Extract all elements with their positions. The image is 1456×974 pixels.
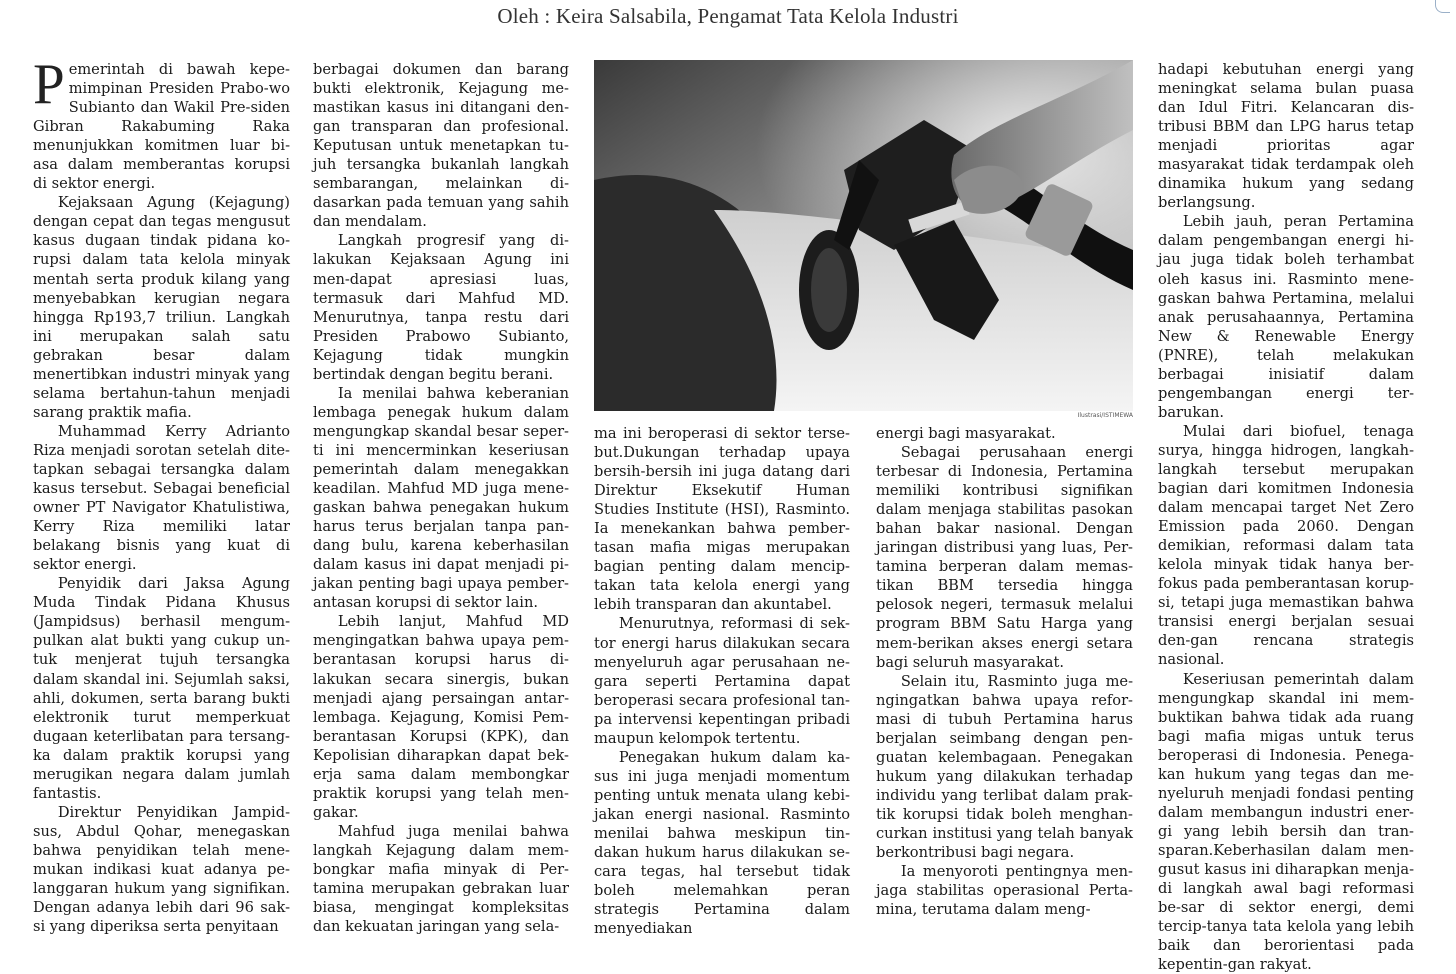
paragraph-text: Lebih jauh, peran Pertamina dalam pengembangan energi hi-jau juga tidak boleh terhambat oleh kasus ini. Rasminto mene-gaskan bahwa Pertamina, melalui anak perusahaannya, Pertamina New & Renewable Energy (PNRE), telah melakukan berbagai inisiatif dalam pengembangan energi ter-barukan. bbox=[1158, 213, 1414, 420]
article-paragraph bbox=[313, 231, 569, 383]
article-paragraph bbox=[876, 672, 1133, 862]
article-paragraph bbox=[313, 60, 569, 231]
paragraph-text: Kejaksaan Agung (Kejagung) dengan cepat dan tegas mengusut kasus dugaan tindak pidana ko-rupsi dalam tata kelola minyak mentah serta produk kilang yang menyebabkan kerugian negara hingga Rp193,7 triliun. Langkah ini merupakan salah satu gebrakan besar dalam menertibkan industri minyak yang selama bertahun-tahun menjadi sarang praktik mafia. bbox=[33, 194, 290, 421]
paragraph-text: berbagai dokumen dan barang bukti elektronik, Kejagung me-mastikan kasus ini ditangani den-gan transparan dan profesional. Keputusan untuk menetapkan tu-juh tersangka bukanlah langkah sembarangan, melainkan di-dasarkan pada temuan yang sahih dan mendalam. bbox=[313, 61, 569, 230]
paragraph-text: Menurutnya, reformasi di sek-tor energi harus dilakukan secara menyeluruh agar perusahaan ne-gara seperti Pertamina dapat beroperasi secara profesional tan-pa intervensi kepentingan pribadi maupun kelompok tertentu. bbox=[594, 615, 850, 746]
article-paragraph bbox=[313, 822, 569, 936]
paragraph-text: Ia menilai bahwa keberanian lembaga penegak hukum dalam mengungkap skandal besar seper-ti ini mencerminkan keseriusan pemerintah dalam menegakkan keadilan. Mahfud MD juga mene-gaskan bahwa penegakan hukum harus terus berjalan tanpa pan-dang bulu, karena keberhasilan dalam kasus ini dapat menjadi pi-jakan penting bagi upaya pember-antasan korupsi di sektor lain. bbox=[313, 385, 569, 612]
article-byline: Oleh : Keira Salsabila, Pengamat Tata Kelola Industri bbox=[0, 4, 1456, 29]
article-paragraph bbox=[876, 424, 1133, 443]
paragraph-text: Langkah progresif yang di-lakukan Kejaksaan Agung ini men-dapat apresiasi luas, termasuk dari Mahfud MD. Menurutnya, tanpa restu dari Presiden Prabowo Subianto, Kejagung tidak mungkin bertindak dengan begitu berani. bbox=[313, 232, 569, 382]
article-column-4 bbox=[876, 424, 1133, 926]
article-paragraph bbox=[1158, 422, 1414, 670]
article-paragraph bbox=[313, 612, 569, 822]
article-paragraph bbox=[876, 443, 1133, 672]
paragraph-text: Penegakan hukum dalam ka-sus ini juga menjadi momentum penting untuk menata ulang kebi-jakan energi nasional. Rasminto menilai bahwa meskipun tin-dakan hukum harus dilakukan se-cara tegas, hal tersebut tidak boleh melemahkan peran strategis Pertamina dalam menyediakan bbox=[594, 749, 850, 937]
article-column-3 bbox=[594, 424, 850, 926]
paragraph-text: Penyidik dari Jaksa Agung Muda Tindak Pidana Khusus (Jampidsus) berhasil mengum-pulkan alat bukti yang cukup un-tuk menjerat tujuh tersangka dalam skandal ini. Sejumlah saksi, ahli, dokumen, serta barang bukti elektronik turut memperkuat dugaan keterlibatan para tersang-ka dalam praktik korupsi yang merugikan negara dalam jumlah fantastis. bbox=[33, 575, 290, 802]
paragraph-text: Muhammad Kerry Adrianto Riza menjadi sorotan setelah dite-tapkan sebagai tersangka dalam kasus tersebut. Sebagai beneficial owner PT Navigator Khatulistiwa, Kerry Riza memiliki latar belakang bisnis yang kuat di sektor energi. bbox=[33, 423, 290, 573]
article-paragraph bbox=[33, 60, 290, 193]
article-paragraph bbox=[1158, 212, 1414, 422]
article-paragraph bbox=[33, 574, 290, 803]
paragraph-text: Direktur Penyidikan Jampid-sus, Abdul Qohar, menegaskan bahwa penyidikan telah mene-mukan indikasi kuat adanya pe-langgaran hukum yang signifikan. Dengan adanya lebih dari 96 sak-si yang diperiksa serta penyitaan bbox=[33, 804, 290, 935]
article-paragraph bbox=[876, 862, 1133, 919]
paragraph-text: Mahfud juga menilai bahwa langkah Kejagung dalam mem-bongkar mafia minyak di Per-tamina merupakan gebrakan luar biasa, mengingat kompleksitas dan kekuatan jaringan yang sela- bbox=[313, 823, 569, 935]
article-paragraph bbox=[33, 422, 290, 574]
article-paragraph bbox=[1158, 670, 1414, 974]
paragraph-text: Selain itu, Rasminto juga me-ngingatkan bahwa upaya refor-masi di tubuh Pertamina harus berjalan seimbang dengan pen-guatan kelembagaan. Penegakan hukum yang dilakukan terhadap individu yang terlibat dalam prak-tik korupsi tidak boleh menghan-curkan institusi yang telah banyak berkontribusi bagi negara. bbox=[876, 673, 1133, 861]
article-paragraph bbox=[594, 748, 850, 938]
article-paragraph bbox=[33, 803, 290, 936]
paragraph-text: Mulai dari biofuel, tenaga surya, hingga hidrogen, langkah-langkah tersebut merupakan bagian dari komitmen Indonesia dalam mencapai target Net Zero Emission pada 2060. Dengan demikian, reformasi dalam tata kelola minyak tidak hanya ber-fokus pada pemberantasan korup-si, tetapi juga memastikan bahwa transisi energi berjalan sesuai den-gan rencana strategis nasional. bbox=[1158, 423, 1414, 669]
corner-mark bbox=[1435, 0, 1450, 13]
article-paragraph bbox=[594, 424, 850, 614]
paragraph-text: hadapi kebutuhan energi yang meningkat selama bulan puasa dan Idul Fitri. Kelancaran dis-tribusi BBM dan LPG harus tetap menjadi prioritas agar masyarakat tidak terdampak oleh dinamika hukum yang sedang berlangsung. bbox=[1158, 61, 1414, 211]
article-column-1 bbox=[33, 60, 290, 926]
fuel-nozzle-photo bbox=[594, 60, 1133, 411]
paragraph-text: energi bagi masyarakat. bbox=[876, 425, 1056, 442]
article-paragraph bbox=[594, 614, 850, 747]
paragraph-text: emerintah di bawah kepe-mimpinan Presiden Prabo-wo Subianto dan Wakil Pre-siden Gibran Rakabuming Raka menunjukkan komitmen luar bi-asa dalam memberantas korupsi di sektor energi. bbox=[33, 61, 290, 192]
article-paragraph bbox=[313, 384, 569, 613]
article-photo bbox=[594, 60, 1133, 411]
paragraph-text: Keseriusan pemerintah dalam mengungkap skandal ini mem-buktikan bahwa tidak ada ruang bagi mafia migas untuk terus beroperasi di Indonesia. Penega-kan hukum yang tegas dan me-nyeluruh menjadi fondasi penting dalam membangun industri ener-gi yang lebih bersih dan tran-sparan.Keberhasilan dalam men-gusut kasus ini diharapkan menja-di langkah awal bagi reformasi be-sar di sektor energi, demi tercip-tanya tata kelola yang lebih baik dan berorientasi pada kepentin-gan rakyat. bbox=[1158, 671, 1414, 974]
paragraph-text: Sebagai perusahaan energi terbesar di Indonesia, Pertamina memiliki kontribusi signifikan dalam menjaga stabilitas pasokan bahan bakar nasional. Dengan jaringan distribusi yang luas, Per-tamina berperan dalam memas-tikan BBM tersedia hingga pelosok negeri, termasuk melalui program BBM Satu Harga yang mem-berikan akses energi setara bagi seluruh masyarakat. bbox=[876, 444, 1133, 671]
article-column-2 bbox=[313, 60, 569, 926]
paragraph-text: Ia menyoroti pentingnya men-jaga stabilitas operasional Perta-mina, terutama dalam meng- bbox=[876, 863, 1133, 918]
paragraph-text: Lebih lanjut, Mahfud MD mengingatkan bahwa upaya pem-berantasan korupsi harus di-lakukan secara sinergis, bukan menjadi ajang persaingan antar-lembaga. Kejagung, Komisi Pem-berantasan Korupsi (KPK), dan Kepolisian diharapkan dapat bek-erja sama dalam membongkar praktik korupsi yang telah men-gakar. bbox=[313, 613, 569, 820]
paragraph-text: ma ini beroperasi di sektor terse-but.Dukungan terhadap upaya bersih-bersih ini juga datang dari Direktur Eksekutif Human Studies Institute (HSI), Rasminto. Ia menekankan bahwa pember-tasan mafia migas merupakan bagian penting dalam mencip-takan tata kelola energi yang lebih transparan dan akuntabel. bbox=[594, 425, 850, 613]
photo-credit: Ilustrasi/ISTIMEWA bbox=[980, 412, 1133, 419]
article-paragraph bbox=[1158, 60, 1414, 212]
article-column-5 bbox=[1158, 60, 1414, 926]
drop-cap: P bbox=[33, 63, 65, 107]
article-paragraph bbox=[33, 193, 290, 422]
